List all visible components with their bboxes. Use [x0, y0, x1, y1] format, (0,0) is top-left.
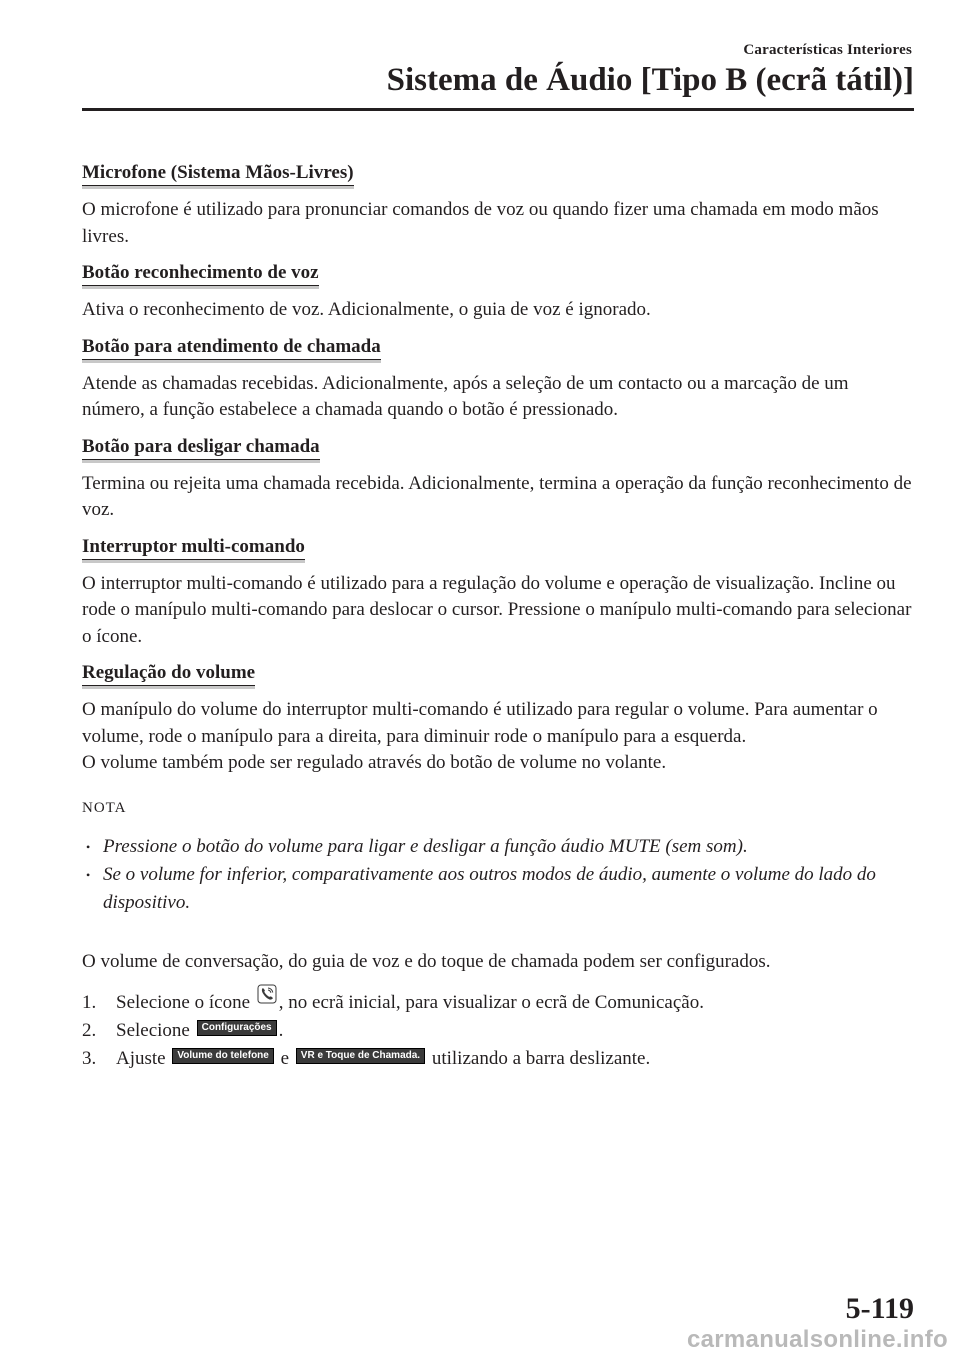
- step-text-after: .: [278, 1019, 284, 1041]
- section-heading: Regulação do volume: [82, 661, 255, 686]
- note-item: • Pressione o botão do volume para ligar e desligar a função áudio MUTE (sem som).: [82, 833, 914, 861]
- section-heading: Botão reconhecimento de voz: [82, 261, 319, 286]
- section-text: Ativa o reconhecimento de voz. Adicionalmente, o guia de voz é ignorado.: [82, 299, 651, 320]
- phone-volume-button: Volume do telefone: [172, 1048, 274, 1064]
- step-text: Selecione o ícone: [116, 991, 255, 1013]
- note-item: • Se o volume for inferior, comparativamente aos outros modos de áudio, aumente o volume do lado do dispositivo.: [82, 861, 914, 917]
- section-heading: Interruptor multi-comando: [82, 535, 305, 560]
- step-text: Selecione: [116, 1019, 195, 1041]
- phone-icon: [257, 984, 277, 1004]
- settings-button: Configurações: [197, 1020, 277, 1036]
- section-end-call-button: [82, 434, 914, 524]
- section-volume-adjustment: [82, 660, 914, 777]
- section-text: Atende as chamadas recebidas. Adicionalmente, após a seleção de um contacto ou a marcação de um número, a função estabelece a chamada quando o botão é pressionado.: [82, 372, 849, 420]
- page-content: [82, 160, 914, 1073]
- step-text-after: utilizando a barra deslizante.: [427, 1047, 651, 1069]
- section-text: O interruptor multi-comando é utilizado para a regulação do volume e operação de visualização. Incline ou rode o manípulo multi-comando para deslocar o cursor. Pressione o manípulo multi-comando para selecionar o ícone.: [82, 572, 912, 647]
- page-number: 5-119: [845, 1292, 914, 1325]
- header-divider: [82, 108, 914, 111]
- note-list: [82, 833, 914, 917]
- volume-config-text: O volume de conversação, do guia de voz e do toque de chamada podem ser configurados.: [82, 951, 771, 972]
- step-text-after: , no ecrã inicial, para visualizar o ecrã de Comunicação.: [278, 991, 704, 1013]
- section-heading: Microfone (Sistema Mãos-Livres): [82, 161, 354, 186]
- section-text-2: O volume também pode ser regulado através do botão de volume no volante.: [82, 752, 667, 773]
- header-section-label: Características Interiores: [743, 42, 912, 58]
- steps-list: [82, 984, 914, 1073]
- section-text: O microfone é utilizado para pronunciar comandos de voz ou quando fizer uma chamada em modo mãos livres.: [82, 199, 879, 247]
- section-microphone: [82, 160, 914, 250]
- section-heading: Botão para atendimento de chamada: [82, 335, 381, 360]
- step-number: 1.: [82, 991, 97, 1013]
- section-text: Termina ou rejeita uma chamada recebida. Adicionalmente, termina a operação da função reconhecimento de voz.: [82, 472, 912, 520]
- step-number: 2.: [82, 1019, 97, 1041]
- step-item: [82, 1045, 914, 1073]
- step-text: Ajuste: [116, 1047, 171, 1069]
- note-label: NOTA: [82, 799, 127, 816]
- step-text-middle: e: [275, 1047, 294, 1069]
- step-item: [82, 1017, 914, 1045]
- watermark: carmanualsonline.info: [686, 1326, 948, 1353]
- section-multi-command-switch: [82, 534, 914, 651]
- page-title: Sistema de Áudio [Tipo B (ecrã tátil)]: [386, 62, 914, 98]
- step-item: [82, 984, 914, 1017]
- vr-ringtone-button: VR e Toque de Chamada.: [296, 1048, 425, 1064]
- section-voice-recognition-button: [82, 260, 914, 324]
- step-number: 3.: [82, 1047, 97, 1069]
- section-text: O manípulo do volume do interruptor multi-comando é utilizado para regular o volume. Para aumentar o volume, rode o manípulo para a direita, para diminuir rode o manípulo para a esquerda.: [82, 699, 878, 747]
- section-answer-call-button: [82, 334, 914, 424]
- section-heading: Botão para desligar chamada: [82, 435, 320, 460]
